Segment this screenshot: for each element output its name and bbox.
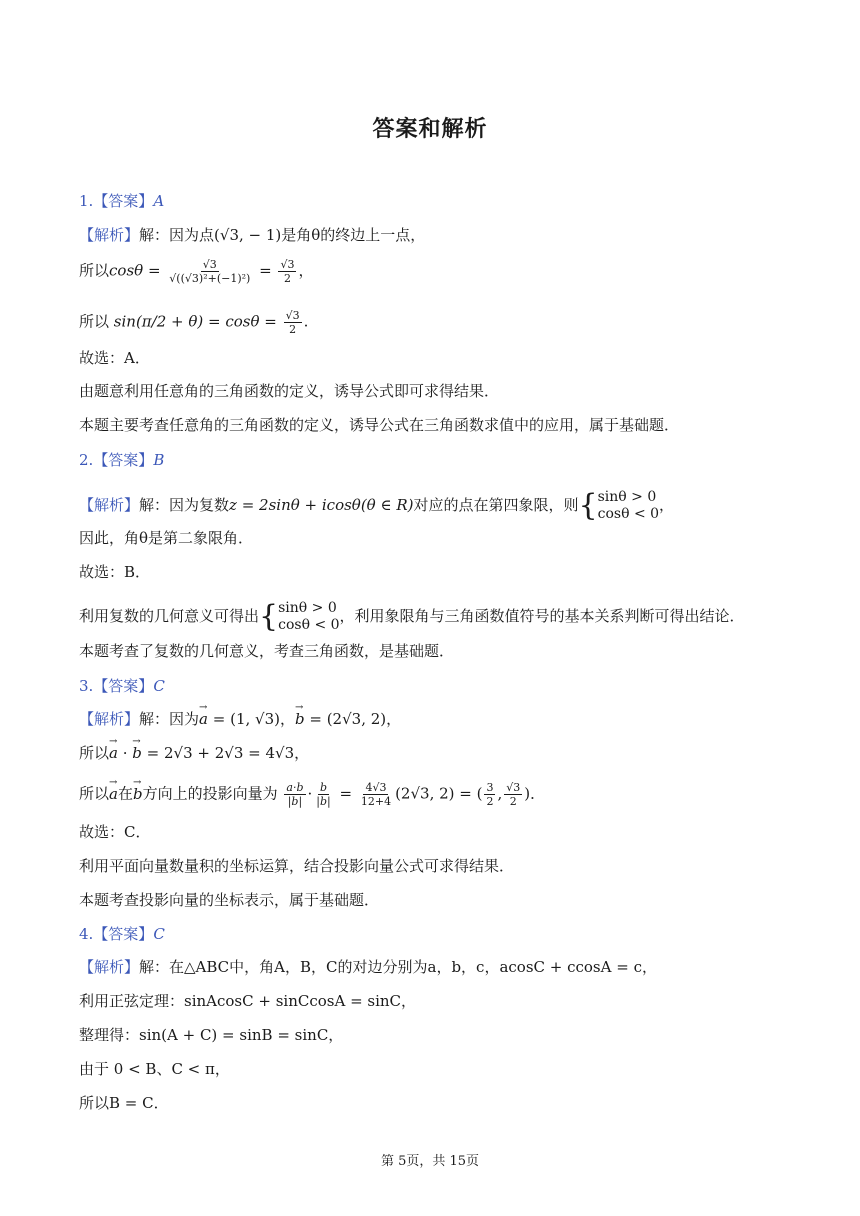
q1-l3-end: . xyxy=(303,312,309,331)
q3-l3-vector-a: → a xyxy=(109,784,118,804)
q1-l2-result xyxy=(278,258,296,285)
q3-select: 故选：C． xyxy=(79,823,151,841)
brace-icon: { xyxy=(259,599,279,634)
q2-header-label: 2.【答案】 xyxy=(79,451,154,469)
q1-analysis-line1 xyxy=(79,225,425,245)
q3-vector-b: → b xyxy=(295,709,305,729)
q3-analysis-line3: 所以→ a在→ b方向上的投影向量为 $\frac{a\cdot b}{|b|}$ · $\frac{b}{|b|}$ = $\frac{4√3}{12+4}$ (2√3, 2) = ( $\frac{3}{2}$ , $\frac{√3}{2}$ )． xyxy=(79,781,545,808)
q2-method-post: ，利用象限角与三角函数值符号的基本关系判断可得出结论． xyxy=(339,607,745,625)
q1-header-label: 1.【答案】 xyxy=(79,192,154,210)
q1-comment: 本题主要考查任意角的三角函数的定义，诱导公式在三角函数求值中的应用，属于基础题． xyxy=(79,416,680,434)
page-footer: 第 5页，共 15页 xyxy=(380,1154,480,1169)
q1-method: 由题意利用任意角的三角函数的定义，诱导公式即可求得结果． xyxy=(79,382,500,400)
q1-l2-fraction xyxy=(167,258,252,285)
q1-l2-lhs: cosθ = xyxy=(109,261,161,280)
q4-l4: 由于 0 < B、C < π， xyxy=(79,1060,230,1078)
q1-l3-prefix: 所以 xyxy=(79,312,110,331)
q3-l3-f2-den: |b| xyxy=(316,795,331,808)
q3-l3-prefix: 所以 xyxy=(79,784,110,803)
q3-l3-frac3 xyxy=(359,781,393,808)
q3-comment: 本题考查投影向量的坐标表示，属于基础题． xyxy=(79,891,380,909)
q2-method-sys-row1: sinθ > 0 xyxy=(278,600,337,616)
q2-l2: 因此，角θ是第二象限角． xyxy=(79,529,254,547)
q3-vector-a: → a xyxy=(199,709,208,729)
q3-l3-f2-num: b xyxy=(319,781,328,794)
q3-l3-end: )． xyxy=(524,784,546,803)
q2-l1-end: ， xyxy=(659,496,675,514)
brace-icon: { xyxy=(578,488,598,523)
q2-select: 故选：B． xyxy=(79,563,151,581)
q4-header xyxy=(79,924,165,944)
q1-header xyxy=(79,191,164,211)
q3-header-label: 3.【答案】 xyxy=(79,677,154,695)
q3-header xyxy=(79,676,165,696)
q4-analysis-label: 【解析】 xyxy=(79,958,140,976)
q1-l1-text: 解：因为点 xyxy=(139,226,215,244)
q3-l3-res2 xyxy=(504,781,522,808)
q2-l1-rest: 对应的点在第四象限，则 xyxy=(413,496,579,514)
q3-analysis-label: 【解析】 xyxy=(79,710,140,728)
q3-answer: C xyxy=(153,677,165,695)
q3-l1-a-val: = (1, √3)， xyxy=(207,710,295,728)
q3-l1-b-val: = (2√3, 2)， xyxy=(304,710,402,728)
q2-comment: 本题考查了复数的几何意义，考查三角函数，是基础题． xyxy=(79,642,455,660)
q2-sys-row2: cosθ < 0 xyxy=(597,506,660,522)
q3-l3-r1-num: 3 xyxy=(486,781,494,794)
q1-l3-expr: sin(π/2 + θ) = cosθ = xyxy=(113,312,277,331)
q4-header-label: 4.【答案】 xyxy=(79,925,154,943)
q3-l3-r1-den: 2 xyxy=(486,795,494,808)
q1-l2-res-num: √3 xyxy=(280,258,295,271)
q2-method-sys-row2: cosθ < 0 xyxy=(278,617,340,633)
q3-l3-frac1 xyxy=(284,781,305,808)
q3-l3-mid1: 在 xyxy=(117,784,133,803)
q3-l3-f1-den: |b| xyxy=(287,795,303,808)
q1-l1-rest: 是角θ的终边上一点， xyxy=(281,226,426,244)
q4-answer: C xyxy=(153,925,165,943)
q1-l1-point: (√3, − 1) xyxy=(214,226,282,244)
q1-l2-res-den: 2 xyxy=(283,272,291,285)
q4-analysis-line1 xyxy=(79,957,657,977)
q2-method xyxy=(79,600,745,634)
q3-analysis-line1 xyxy=(79,709,401,729)
q1-l3-res-den: 2 xyxy=(289,323,297,336)
q2-method-system xyxy=(259,600,340,634)
q2-analysis-line1 xyxy=(79,489,674,523)
q1-l2-prefix: 所以 xyxy=(79,261,110,280)
q3-l1-text: 解：因为 xyxy=(139,710,200,728)
q1-l3-res-num: √3 xyxy=(285,309,300,322)
q2-l1-system xyxy=(579,489,660,523)
q2-answer: B xyxy=(153,451,165,469)
q3-l3-f3-num: 4√3 xyxy=(365,781,387,794)
q4-l3: 整理得：sin(A + C) = sinB = sinC， xyxy=(79,1026,344,1044)
q2-l1-expr: z = 2sinθ + icosθ(θ ∈ R) xyxy=(229,496,414,514)
q2-sys-row1: sinθ > 0 xyxy=(597,489,657,505)
q1-l3-result xyxy=(284,309,302,336)
q1-select: 故选：A． xyxy=(79,349,150,367)
q2-l1-text: 解：因为复数 xyxy=(139,496,230,514)
q1-analysis-line2 xyxy=(79,258,314,285)
q2-header xyxy=(79,450,164,470)
q3-l3-r2-den: 2 xyxy=(509,795,517,808)
q3-l2-vector-a: → a xyxy=(109,743,118,763)
q1-l2-num: √3 xyxy=(202,258,217,271)
q3-l3-res1 xyxy=(484,781,495,808)
q3-l3-f1-num: a·b xyxy=(286,781,304,794)
q3-l3-f3-den: 12+4 xyxy=(360,795,392,808)
q3-l3-mid2: 方向上的投影向量为 xyxy=(142,784,278,803)
q3-l3-r2-num: √3 xyxy=(506,781,521,794)
q3-l2-vector-b: → b xyxy=(132,743,142,763)
q3-l3-frac2 xyxy=(314,781,332,808)
q4-l1: 解：在△ABC中，角A，B，C的对边分别为a，b，c，acosC + ccosA = c， xyxy=(139,958,657,976)
q1-l2-den: √((√3)²+(−1)²) xyxy=(169,272,251,285)
q1-answer: A xyxy=(153,192,165,210)
q3-l2-prefix: 所以 xyxy=(79,744,110,762)
q3-analysis-line2: 所以→ a · → b = 2√3 + 2√3 = 4√3， xyxy=(79,743,309,763)
q1-analysis-line3 xyxy=(79,309,308,336)
q4-l5: 所以B = C． xyxy=(79,1094,169,1112)
q3-method: 利用平面向量数量积的坐标运算，结合投影向量公式可求得结果． xyxy=(79,857,515,875)
q1-l2-eq: = xyxy=(259,261,272,280)
q1-l2-end: ， xyxy=(298,261,314,280)
q1-analysis-label: 【解析】 xyxy=(79,226,140,244)
q2-analysis-label: 【解析】 xyxy=(79,496,140,514)
q3-l3-vector-b: → b xyxy=(133,784,143,804)
q2-method-pre: 利用复数的几何意义可得出 xyxy=(79,607,260,625)
q4-l2: 利用正弦定理：sinAcosC + sinCcosA = sinC， xyxy=(79,992,417,1010)
page-title: 答案和解析 xyxy=(372,117,488,142)
q3-l3-vec: (2√3, 2) = ( xyxy=(395,784,483,803)
q3-l2-expr: = 2√3 + 2√3 = 4√3， xyxy=(141,744,310,762)
